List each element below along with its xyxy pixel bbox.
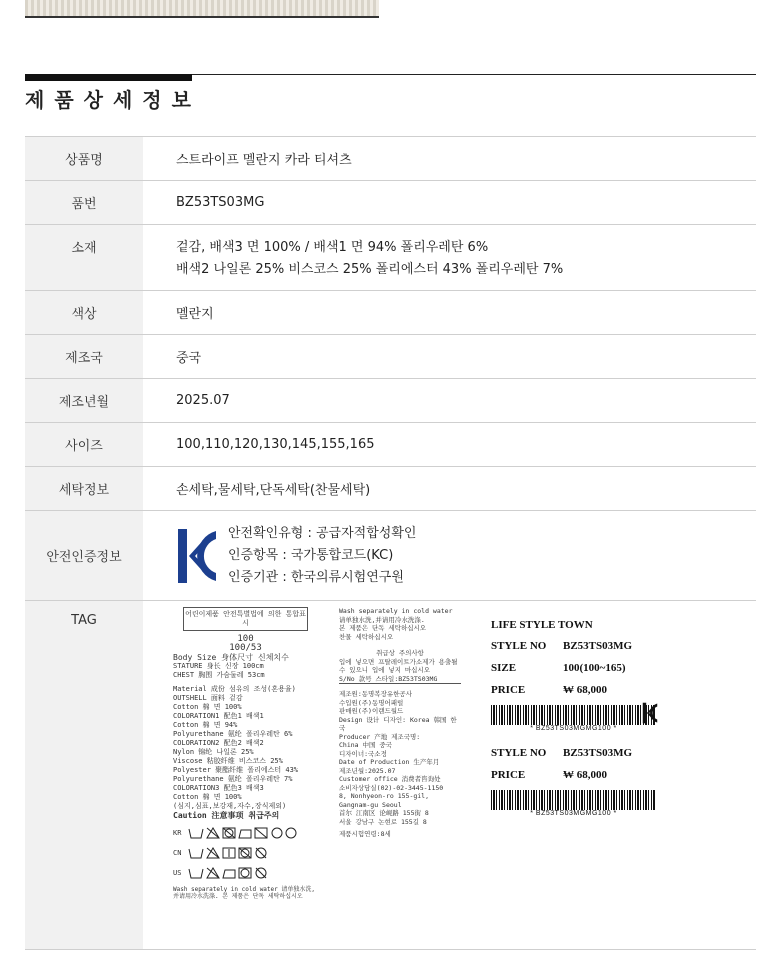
care-label-image-2 (339, 607, 461, 837)
care2-line: 판매원(주)이랜드월드 (339, 707, 404, 715)
care2-line: 제조년월:2025.07 (339, 766, 396, 775)
spec-label: 제조국 (25, 335, 143, 379)
spec-label: 품번 (25, 181, 143, 225)
spec-label: 세탁정보 (25, 467, 143, 511)
price-tag-key: SIZE (491, 662, 517, 674)
care2-line: Gangnam-gu Seoul (339, 800, 402, 809)
cert-line: 인증기관 : 한국의류시험연구원 (228, 569, 404, 585)
price-tag-key: PRICE (491, 684, 526, 696)
section-divider-accent (25, 74, 192, 81)
spec-value: 중국 (143, 335, 756, 379)
care2-line: Design 设计 디자인: Korea 韩国 한국 (339, 715, 457, 732)
care2-line: 제품시험연령:8세 (339, 830, 391, 838)
product-image-bottom-strip (25, 0, 379, 18)
care-material-line: Polyurethane 氨纶 폴리우레탄 7% (173, 775, 293, 783)
care-icons-row (173, 826, 318, 840)
spec-value: 100,110,120,130,145,155,165 (143, 423, 756, 467)
care-material-line: Viscose 粘胶纤维 비스코스 25% (173, 757, 283, 765)
spec-row-origin (25, 335, 756, 379)
care-material-line: Material 成份 섬유의 조성(혼용율) (173, 685, 296, 693)
price-tag-value: BZ53TS03MG (563, 747, 633, 759)
care-material-line: Polyester 聚酯纤维 폴리에스터 43% (173, 766, 299, 774)
spec-row-tag (25, 601, 756, 950)
care-material-line: Cotton 棉 면 100% (173, 703, 242, 711)
spec-value: 2025.07 (143, 379, 756, 423)
spec-value: 스트라이프 멜란지 카라 티셔츠 (143, 137, 756, 181)
price-tag-key: STYLE NO (491, 640, 547, 652)
spec-value: 손세탁,물세탁,단독세탁(찬물세탁) (143, 467, 756, 511)
kc-mark-icon (176, 527, 218, 585)
care-material-line: COLORATION3 配色3 배색3 (173, 784, 264, 792)
spec-value: BZ53TS03MG (143, 181, 756, 225)
spec-label: TAG (25, 601, 143, 950)
spec-row-code (25, 181, 756, 225)
price-tag-brand: LIFE STYLE TOWN (491, 619, 593, 631)
care-wash-bottom: Wash separately in cold water 请单独水洗,并请用冷水洗涤. 본 제품은 단독 세탁하십시오 (173, 886, 315, 900)
care2-line: China 中国 중국 (339, 741, 392, 749)
price-tag-value: ₩ 68,000 (563, 684, 607, 696)
barcode-text: * BZ53TS03MGMG100 * (530, 725, 617, 732)
laundry-symbols-icon (187, 846, 277, 860)
section-title: 제품상세정보 (25, 88, 201, 112)
spec-label: 제조년월 (25, 379, 143, 423)
price-tag-value: 100(100~165) (563, 662, 626, 674)
spec-value (143, 511, 756, 601)
care-size: 100 (237, 634, 254, 644)
spec-row-name (25, 137, 756, 181)
care-caution: Caution 注意事项 취급주의 (173, 811, 280, 820)
care2-line: Producer 产地 제조국명: (339, 732, 421, 741)
care2-line: 취급상 주의사항 (376, 649, 424, 657)
laundry-symbols-icon (187, 866, 277, 880)
care-country: KR (173, 828, 182, 837)
spec-row-color (25, 291, 756, 335)
care-material-line: Polyurethane 氨纶 폴리우레탄 6% (173, 730, 293, 738)
price-tag-key: PRICE (491, 769, 526, 781)
care-size2: 100/53 (229, 643, 262, 653)
care2-line: 수입원(주)동명어패럴 (339, 698, 404, 707)
care2-line: 서울 강남구 논현로 155길 8 (339, 817, 427, 826)
spec-row-size (25, 423, 756, 467)
price-tag-key: STYLE NO (491, 747, 547, 759)
care2-line: Date of Production 生产年月 (339, 758, 440, 766)
care2-line: S/No 款号 스타일:BZ53TS03MG (339, 675, 461, 685)
care-material-line: COLORATION1 配色1 배색1 (173, 712, 264, 720)
care-stature: STATURE 身长 신장 100cm (173, 662, 264, 670)
care-label-image (173, 607, 318, 945)
care2-line: 수 있으니 입에 넣지 마십시오 (339, 666, 431, 674)
barcode-text: * BZ53TS03MGMG100 * (530, 810, 617, 817)
care-material-line: OUTSHELL 面料 겉감 (173, 694, 243, 702)
spec-label: 상품명 (25, 137, 143, 181)
price-tag-value: BZ53TS03MG (563, 640, 633, 652)
care-chest: CHEST 胸围 가슴둘레 53cm (173, 671, 265, 679)
care-country: CN (173, 848, 182, 857)
care-material-line: Cotton 棉 면 94% (173, 721, 238, 729)
barcode (491, 790, 656, 810)
care-header: 어린이제품 안전특별법에 의한 통합표시 (183, 607, 308, 631)
care2-line: Customer office 消费者咨询处 (339, 775, 441, 783)
spec-label: 사이즈 (25, 423, 143, 467)
care-material-line: COLORATION2 配色2 배색2 (173, 739, 264, 747)
care-body-size: Body Size 身体尺寸 신체치수 (173, 653, 289, 662)
care2-line: 본 제품은 단독 세탁하십시오 (339, 624, 427, 632)
spec-value: 멜란지 (143, 291, 756, 335)
care2-line: 8, Nonhyeon-ro 155-gil, (339, 792, 430, 800)
care-icons-row (173, 866, 318, 880)
care2-line: 입에 넣으면 프탈레이트가소제가 용출될 (339, 657, 458, 666)
cert-line: 안전확인유형 : 공급자적합성확인 (228, 525, 417, 541)
kc-mark-icon (642, 701, 658, 725)
care2-line: Wash separately in cold water (339, 607, 453, 615)
spec-row-date (25, 379, 756, 423)
care2-line: 首尔 江南区 论岘路 155街 8 (339, 809, 429, 817)
care2-line: 찬물 세탁하십시오 (339, 632, 394, 641)
tag-images (143, 601, 756, 950)
product-spec-table (25, 136, 756, 950)
barcode (491, 705, 656, 725)
care2-line: 제조원:동명복장유한공사 (339, 690, 412, 698)
care-country: US (173, 868, 182, 877)
care2-line: 소비자상담실(02)-02-3445-1150 (339, 783, 444, 792)
spec-value (143, 225, 756, 291)
care-material-line: (심지,심표,보강재,자수,장식제외) (173, 802, 287, 810)
care-icons-row (173, 846, 318, 860)
price-tag-value: ₩ 68,000 (563, 769, 607, 781)
material-line: 배색2 나일론 25% 비스코스 25% 폴리에스터 43% 폴리우레탄 7% (176, 261, 564, 277)
cert-line: 인증항목 : 국가통합코드(KC) (228, 547, 394, 563)
care-material-line: Cotton 棉 면 100% (173, 793, 242, 801)
care2-line: 디자이너:국소정 (339, 749, 387, 758)
spec-row-cert (25, 511, 756, 601)
laundry-symbols-icon (187, 826, 302, 840)
spec-label: 색상 (25, 291, 143, 335)
spec-row-material (25, 225, 756, 291)
care2-line: 请单独水洗,并请用冷水洗涤. (339, 615, 425, 624)
spec-label: 소재 (25, 225, 143, 291)
material-line: 겉감, 배색3 면 100% / 배색1 면 94% 폴리우레탄 6% (176, 239, 489, 255)
price-tag-image (491, 619, 656, 817)
care-material-line: Nylon 锦纶 나일론 25% (173, 748, 254, 756)
spec-label: 안전인증정보 (25, 511, 143, 601)
spec-row-care (25, 467, 756, 511)
